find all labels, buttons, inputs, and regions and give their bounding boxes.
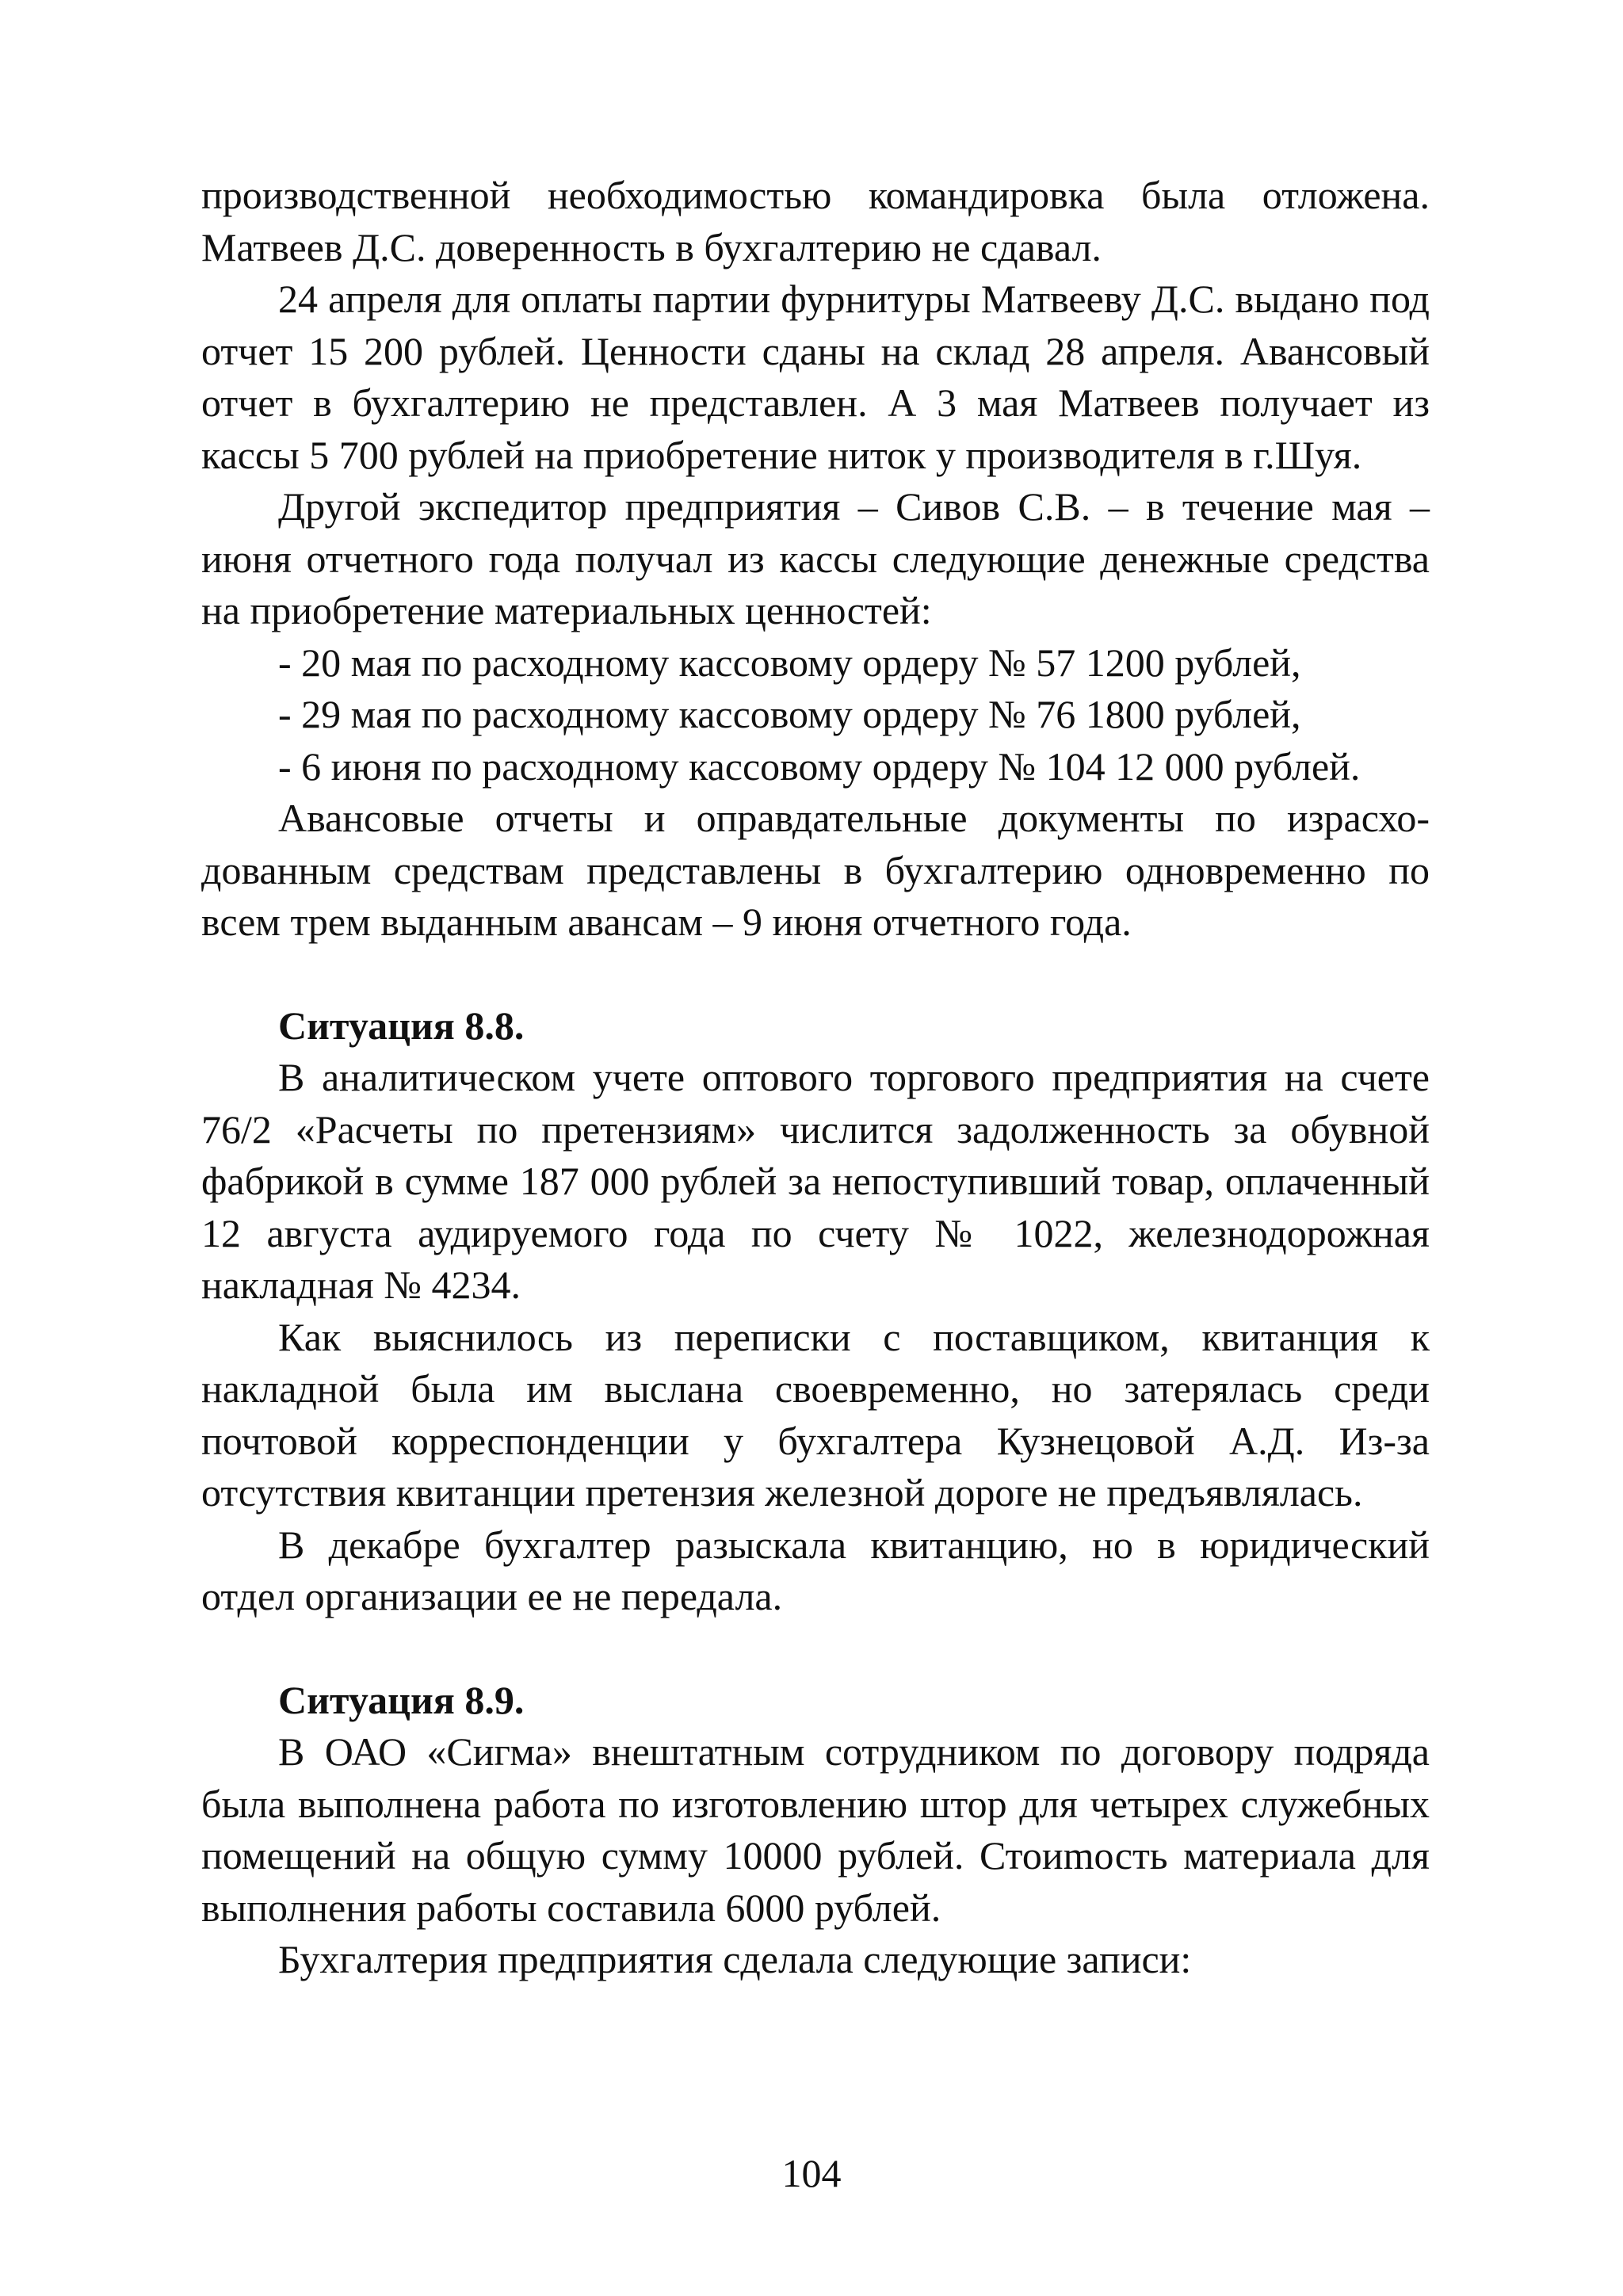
paragraph-8-9-entries: Бухгалтерия предприятия сделала следующие записи: xyxy=(278,1937,1192,1981)
section-heading-8-8: Ситуация 8.8. xyxy=(278,1003,525,1048)
paragraph-8-9-contract: В ОАО «Сигма» внештатным сотрудником по договору подряда была выполнена работа по изготовлению штор для четырех служебных помещений на общую сумму 10000 рублей. Стоиmость материала для выполнения работы составила 6000 рублей. xyxy=(201,1729,1430,1930)
paragraph-8-8-receipt: Как выяснилось из переписки с поставщиком, квитанция к накладной была им выслана своевременно, но затерялась среди почтовой корреспонденции у бухгалтера Кузнецовой А.Д. Из-за отсутствия квитанции претензия железной дороге не предъявлялась. xyxy=(201,1314,1430,1515)
list-item-may-29: - 29 мая по расходному кассовому ордеру № 76 1800 рублей, xyxy=(278,692,1301,736)
paragraph-advance-reports: Авансовые отчеты и оправдательные документы по израсходованным средствам представлены в бухгалтерию одновременно по всем трем выданным авансам – 9 июня отчетного года. xyxy=(201,796,1430,944)
section-heading-8-9: Ситуация 8.9. xyxy=(278,1677,525,1722)
list-item-june-6: - 6 июня по расходному кассовому ордеру № 104 12 000 рублей. xyxy=(278,743,1361,789)
paragraph-sivov-intro: Другой экспедитор предприятия – Сивов С.В. – в течение мая – июня отчетного года получал из кассы следующие денежные средства на приобретение материальных ценностей: xyxy=(201,484,1430,632)
page-number: 104 xyxy=(781,2151,842,2195)
document-page xyxy=(201,170,1430,1986)
paragraph-continuation: производственной необходимостью командировка была отложена. Матвеев Д.С. доверенность в бухгалтерию не сдавал. xyxy=(201,173,1430,269)
paragraph-matveev-advance: 24 апреля для оплаты партии фурнитуры Матвееву Д.С. выдано под отчет 15 200 рублей. Ценности сданы на склад 28 апреля. Авансовый отчет в бухгалтерию не представлен. А 3 мая Матвеев получает из кассы 5 700 рублей на приобретение ниток у производителя в г.Шуя. xyxy=(201,277,1430,477)
paragraph-8-8-december: В декабре бухгалтер разыскала квитанцию, но в юридический отдел организации ее не передала. xyxy=(201,1522,1430,1618)
paragraph-8-8-debt: В аналитическом учете оптового торгового предприятия на счете 76/2 «Расчеты по претензиям» числится задолженность за обувной фабрикой в сумме 187 000 рублей за непоступивший товар, оплаченный 12 августа аудируемого года по счету № 1022, железнодорожная накладная № 4234. xyxy=(201,1055,1430,1307)
section-gap xyxy=(201,949,1430,1000)
section-gap xyxy=(201,1623,1430,1675)
list-item-may-20: - 20 мая по расходному кассовому ордеру № 57 1200 рублей, xyxy=(278,640,1301,685)
